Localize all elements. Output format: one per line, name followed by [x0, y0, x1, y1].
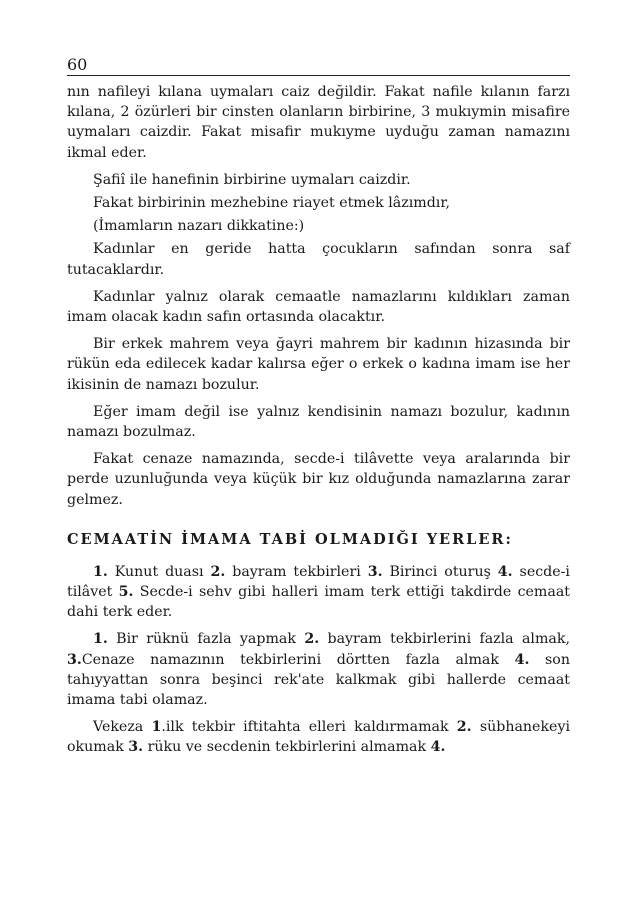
paragraph-alignment: Bir erkek mahrem veya ğayri mahrem bir kadının hizasında bir rükün eda edilecek kadar kalırsa eğer o erkek o kadına imam ise her ikisinin de namazı bozulur. — [67, 336, 570, 393]
list-text: bayram tekbirlerini fazla almak, — [319, 631, 570, 648]
list-number: 1 — [151, 719, 162, 736]
list-paragraph-2 — [67, 629, 570, 710]
list-text: Kunut duası — [107, 563, 211, 580]
paragraph-shafii: Şafiî ile hanefinin birbirine uymaları caizdir. — [93, 171, 411, 188]
paragraph-mezhep: Fakat birbirinin mezhebine riayet etmek lâzımdır, — [93, 195, 451, 212]
list-number: 1. — [93, 631, 108, 648]
list-number: 4. — [430, 739, 446, 756]
list-text: Birinci oturuş — [382, 563, 498, 580]
list-text: Secde-i sehv gibi halleri imam terk ettiği takdirde cemaat dahi terk eder. — [67, 584, 570, 621]
list-number: 4. — [497, 563, 513, 580]
list-number: 3. — [367, 563, 383, 580]
list-number: 5. — [118, 584, 134, 601]
list-text: son tahıyyattan sonra beşinci rek'ate kalkmak gibi hallerde cemaat imama tabi olamaz. — [67, 651, 570, 709]
section-heading: CEMAATİN İMAMA TABİ OLMADIĞI YERLER: — [67, 530, 513, 548]
book-page — [67, 55, 570, 765]
list-number: 2. — [210, 563, 226, 580]
paragraph-continuation: nın nafileyi kılana uymaları caiz değildir. Fakat nafile kılanın farzı kılana, 2 özürleri bir cinsten olanların birbirine, 3 mukıymin misafire uymaları caizdir. Fakat misafir mukıyme uyduğu zaman namazını ikmal eder. — [67, 84, 570, 161]
list-text: Bir rüknü fazla yapmak — [107, 631, 305, 648]
paragraph-note: (İmamların nazarı dikkatine:) — [93, 218, 305, 235]
list-text: sübhanekeyi okumak — [67, 719, 570, 756]
list-number: 3. — [67, 651, 82, 668]
list-paragraph-3 — [67, 717, 570, 757]
page-number: 60 — [67, 55, 88, 74]
paragraph-not-imam: Eğer imam değil ise yalnız kendisinin namazı bozulur, kadının namazı bozulmaz. — [67, 403, 570, 441]
list-text: secde-i tilâvet — [67, 563, 570, 601]
list-text: .ilk tekbir iftitahta elleri kaldırmamak — [161, 719, 457, 736]
list-paragraph-1 — [67, 562, 570, 623]
list-text: Cenaze namazının tekbirlerini dörtten fazla almak — [81, 651, 515, 668]
list-number: 4. — [514, 651, 530, 668]
list-number: 3. — [128, 739, 144, 756]
list-number: 1. — [93, 563, 108, 580]
page-content — [67, 82, 570, 758]
list-text: bayram tekbirleri — [225, 563, 368, 580]
list-text: rüku ve secdenin tekbirlerini almamak — [143, 739, 431, 756]
paragraph-funeral: Fakat cenaze namazında, secde-i tilâvette veya aralarında bir perde uzunluğunda veya küçük bir kız olduğunda namazlarına zarar gelmez. — [67, 451, 570, 508]
paragraph-women-imam: Kadınlar yalnız olarak cemaatle namazlarını kıldıkları zaman imam olacak kadın safın ortasında olacaktır. — [67, 288, 570, 326]
paragraph-women-rows: Kadınlar en geride hatta çocukların safından sonra saf tutacaklardır. — [67, 241, 570, 278]
list-number: 2. — [456, 719, 472, 736]
list-text: Vekeza — [93, 719, 152, 736]
page-header — [67, 55, 570, 76]
list-number: 2. — [304, 631, 320, 648]
